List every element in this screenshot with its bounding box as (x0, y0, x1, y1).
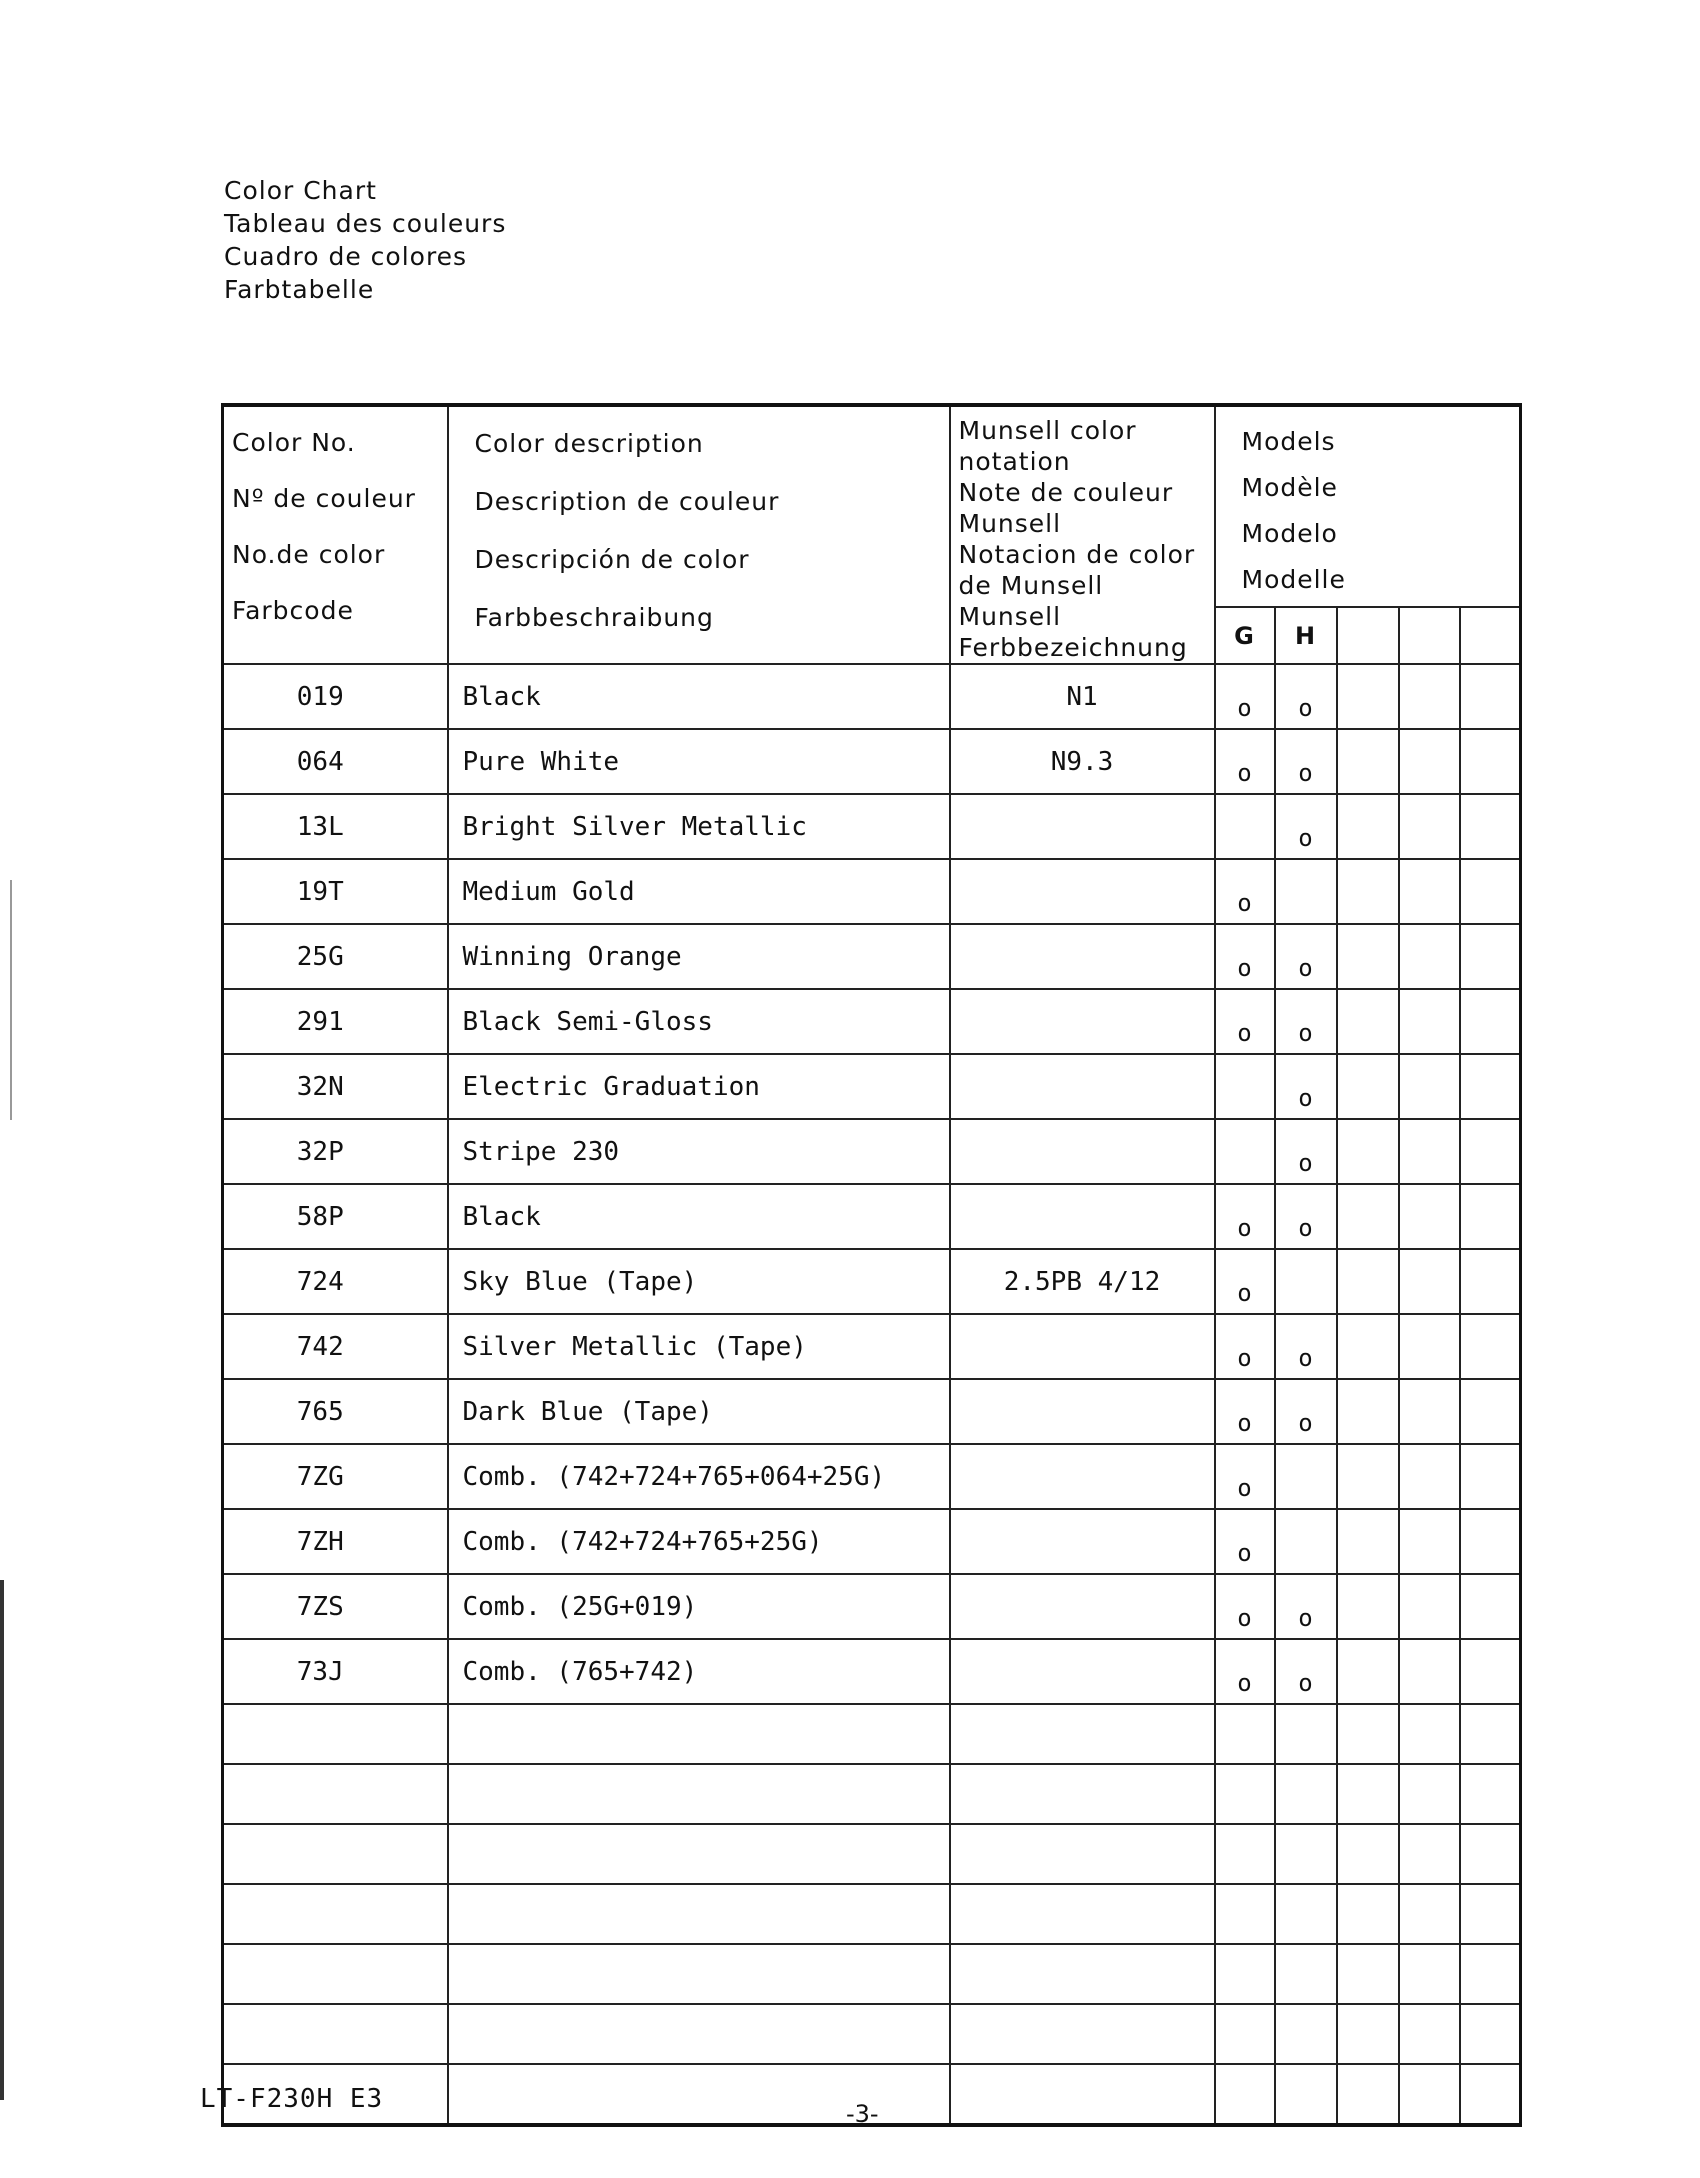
color-description: Sky Blue (Tape) (448, 1249, 950, 1314)
empty-cell (1337, 1119, 1399, 1184)
munsell-notation (950, 1184, 1215, 1249)
model-h-mark: o (1275, 989, 1337, 1054)
table-row (223, 1054, 1521, 1119)
model-h-mark (1275, 1444, 1337, 1509)
empty-cell (1399, 1054, 1460, 1119)
empty-cell (1460, 1639, 1521, 1704)
model-h-mark: o (1275, 1119, 1337, 1184)
empty-cell (1460, 1444, 1521, 1509)
empty-cell (1337, 664, 1399, 729)
color-code: 32P (223, 1119, 448, 1184)
empty-cell (1337, 859, 1399, 924)
color-code: 742 (223, 1314, 448, 1379)
model-h-mark: o (1275, 924, 1337, 989)
table-row (223, 924, 1521, 989)
empty-cell (1337, 1314, 1399, 1379)
empty-cell (1337, 729, 1399, 794)
empty-cell (1337, 1249, 1399, 1314)
title-en: Color Chart (224, 176, 377, 205)
color-description: Comb. (742+724+765+25G) (448, 1509, 950, 1574)
empty-cell (1460, 1314, 1521, 1379)
model-h-mark: o (1275, 1574, 1337, 1639)
munsell-notation (950, 1379, 1215, 1444)
model-h-mark: o (1275, 1314, 1337, 1379)
table-row (223, 1574, 1521, 1639)
empty-cell (1337, 1444, 1399, 1509)
color-description: Medium Gold (448, 859, 950, 924)
blank-row (223, 1764, 1521, 1824)
table-row (223, 1379, 1521, 1444)
empty-cell (1460, 1379, 1521, 1444)
color-code: 019 (223, 664, 448, 729)
model-g-mark (1215, 1054, 1275, 1119)
model-g-mark (1215, 794, 1275, 859)
munsell-notation: N1 (950, 664, 1215, 729)
empty-cell (1399, 1314, 1460, 1379)
empty-cell (1460, 989, 1521, 1054)
empty-cell (1337, 794, 1399, 859)
model-g-mark (1215, 1119, 1275, 1184)
color-description: Dark Blue (Tape) (448, 1379, 950, 1444)
color-description: Silver Metallic (Tape) (448, 1314, 950, 1379)
table-row (223, 859, 1521, 924)
document-title (224, 174, 506, 306)
munsell-notation (950, 859, 1215, 924)
color-description: Pure White (448, 729, 950, 794)
model-g-mark: o (1215, 1184, 1275, 1249)
table-row (223, 1314, 1521, 1379)
munsell-notation (950, 989, 1215, 1054)
table-row (223, 989, 1521, 1054)
header-model-blank (1399, 607, 1460, 664)
model-g-mark: o (1215, 1314, 1275, 1379)
munsell-notation (950, 1509, 1215, 1574)
color-description: Electric Graduation (448, 1054, 950, 1119)
title-de: Farbtabelle (224, 275, 375, 304)
blank-row (223, 2004, 1521, 2064)
empty-cell (1399, 729, 1460, 794)
model-g-mark: o (1215, 1509, 1275, 1574)
table-row (223, 664, 1521, 729)
color-code: 25G (223, 924, 448, 989)
empty-cell (1399, 1574, 1460, 1639)
munsell-notation (950, 794, 1215, 859)
model-g-mark: o (1215, 729, 1275, 794)
model-h-mark: o (1275, 664, 1337, 729)
empty-cell (1399, 1639, 1460, 1704)
color-description: Black (448, 1184, 950, 1249)
empty-cell (1337, 1574, 1399, 1639)
color-description: Winning Orange (448, 924, 950, 989)
table-row (223, 729, 1521, 794)
model-g-mark: o (1215, 989, 1275, 1054)
empty-cell (1337, 924, 1399, 989)
color-code: 064 (223, 729, 448, 794)
empty-cell (1460, 1509, 1521, 1574)
color-description: Comb. (765+742) (448, 1639, 950, 1704)
empty-cell (1460, 1574, 1521, 1639)
model-h-mark (1275, 1509, 1337, 1574)
scan-edge-mark (10, 880, 12, 1120)
empty-cell (1460, 1249, 1521, 1314)
header-model-blank (1460, 607, 1521, 664)
model-h-mark (1275, 859, 1337, 924)
table-row (223, 794, 1521, 859)
munsell-notation (950, 1574, 1215, 1639)
blank-row (223, 1944, 1521, 2004)
empty-cell (1460, 859, 1521, 924)
header-color-no: Color No. Nº de couleur No.de color Farbcode (223, 405, 448, 664)
model-h-mark: o (1275, 1639, 1337, 1704)
empty-cell (1399, 1249, 1460, 1314)
table-row (223, 1639, 1521, 1704)
empty-cell (1460, 729, 1521, 794)
model-g-mark: o (1215, 1574, 1275, 1639)
empty-cell (1460, 1184, 1521, 1249)
empty-cell (1399, 924, 1460, 989)
empty-cell (1460, 664, 1521, 729)
color-code: 724 (223, 1249, 448, 1314)
table-row (223, 1249, 1521, 1314)
table-row (223, 1119, 1521, 1184)
model-g-mark: o (1215, 1379, 1275, 1444)
munsell-notation (950, 1314, 1215, 1379)
empty-cell (1460, 1119, 1521, 1184)
header-model-h: H (1275, 607, 1337, 664)
munsell-notation: 2.5PB 4/12 (950, 1249, 1215, 1314)
munsell-notation (950, 1054, 1215, 1119)
munsell-notation: N9.3 (950, 729, 1215, 794)
empty-cell (1460, 924, 1521, 989)
model-h-mark: o (1275, 794, 1337, 859)
empty-cell (1399, 859, 1460, 924)
model-h-mark: o (1275, 1379, 1337, 1444)
header-model-g: G (1215, 607, 1275, 664)
empty-cell (1399, 1184, 1460, 1249)
color-code: 7ZH (223, 1509, 448, 1574)
model-g-mark: o (1215, 924, 1275, 989)
title-fr: Tableau des couleurs (224, 209, 507, 238)
scan-edge-mark (0, 1580, 4, 2100)
table-row (223, 1509, 1521, 1574)
munsell-notation (950, 1119, 1215, 1184)
model-h-mark (1275, 1249, 1337, 1314)
model-g-mark: o (1215, 859, 1275, 924)
color-code: 19T (223, 859, 448, 924)
color-code: 58P (223, 1184, 448, 1249)
empty-cell (1337, 1509, 1399, 1574)
title-es: Cuadro de colores (224, 242, 468, 271)
color-description: Comb. (742+724+765+064+25G) (448, 1444, 950, 1509)
color-code: 13L (223, 794, 448, 859)
model-g-mark: o (1215, 664, 1275, 729)
blank-row (223, 1704, 1521, 1764)
empty-cell (1337, 1379, 1399, 1444)
color-chart-table (221, 403, 1522, 2127)
model-h-mark: o (1275, 729, 1337, 794)
model-h-mark: o (1275, 1184, 1337, 1249)
empty-cell (1399, 1509, 1460, 1574)
table-row (223, 1444, 1521, 1509)
empty-cell (1337, 1639, 1399, 1704)
color-code: 765 (223, 1379, 448, 1444)
empty-cell (1460, 794, 1521, 859)
model-g-mark: o (1215, 1639, 1275, 1704)
page-number: -3- (846, 2100, 879, 2128)
blank-row (223, 1884, 1521, 1944)
blank-row (223, 1824, 1521, 1884)
empty-cell (1399, 1119, 1460, 1184)
color-description: Black (448, 664, 950, 729)
color-description: Stripe 230 (448, 1119, 950, 1184)
model-code-footer: LT-F230H E3 (200, 2084, 384, 2114)
header-models: Models Modèle Modelo Modelle (1215, 405, 1521, 607)
model-g-mark: o (1215, 1249, 1275, 1314)
header-model-blank (1337, 607, 1399, 664)
empty-cell (1337, 1054, 1399, 1119)
empty-cell (1399, 989, 1460, 1054)
table-row (223, 1184, 1521, 1249)
color-code: 73J (223, 1639, 448, 1704)
munsell-notation (950, 1639, 1215, 1704)
header-munsell-notation: Munsell color notation Note de couleur Munsell Notacion de color de Munsell Munsell Ferbbezeichnung (950, 405, 1215, 664)
header-color-description: Color description Description de couleur Descripción de color Farbbeschraibung (448, 405, 950, 664)
color-code: 7ZG (223, 1444, 448, 1509)
color-code: 7ZS (223, 1574, 448, 1639)
munsell-notation (950, 1444, 1215, 1509)
color-code: 291 (223, 989, 448, 1054)
color-description: Bright Silver Metallic (448, 794, 950, 859)
color-code: 32N (223, 1054, 448, 1119)
empty-cell (1337, 1184, 1399, 1249)
empty-cell (1337, 989, 1399, 1054)
empty-cell (1399, 1444, 1460, 1509)
empty-cell (1399, 664, 1460, 729)
model-h-mark: o (1275, 1054, 1337, 1119)
empty-cell (1399, 794, 1460, 859)
model-g-mark: o (1215, 1444, 1275, 1509)
empty-cell (1399, 1379, 1460, 1444)
color-description: Black Semi-Gloss (448, 989, 950, 1054)
color-description: Comb. (25G+019) (448, 1574, 950, 1639)
empty-cell (1460, 1054, 1521, 1119)
munsell-notation (950, 924, 1215, 989)
